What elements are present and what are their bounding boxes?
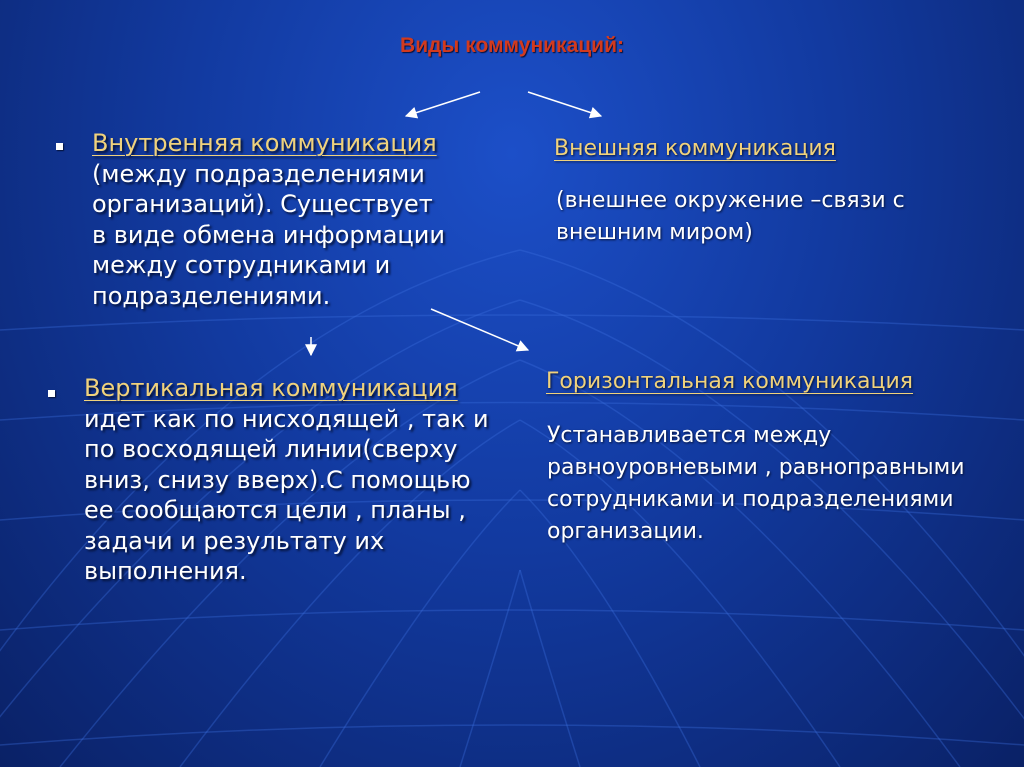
vertical-text: идет как по нисходящей , так и по восходящей линии(сверху вниз, снизу вверх).С помощью ее сообщаются цели , планы , задачи и результату их выполнения. [84, 404, 489, 585]
horizontal-heading: Горизонтальная коммуникация [546, 369, 914, 394]
horizontal-text: Устанавливается между равноуровневыми , равноправными сотрудниками и подразделениями организации. [547, 423, 965, 544]
internal-block [92, 128, 452, 311]
internal-heading: Внутренняя коммуникация [92, 129, 437, 157]
bullet-vertical [48, 390, 55, 397]
internal-text: (между подразделениями организаций). Существует в виде обмена информации между сотрудниками и подразделениями. [92, 159, 445, 310]
slide-title: Виды коммуникаций: [400, 34, 624, 57]
external-heading: Внешняя коммуникация [554, 136, 836, 161]
bullet-internal [56, 143, 63, 150]
vertical-block [84, 373, 489, 587]
vertical-heading: Вертикальная коммуникация [84, 374, 458, 402]
external-text: (внешнее окружение –связи с внешним миром) [556, 188, 905, 245]
